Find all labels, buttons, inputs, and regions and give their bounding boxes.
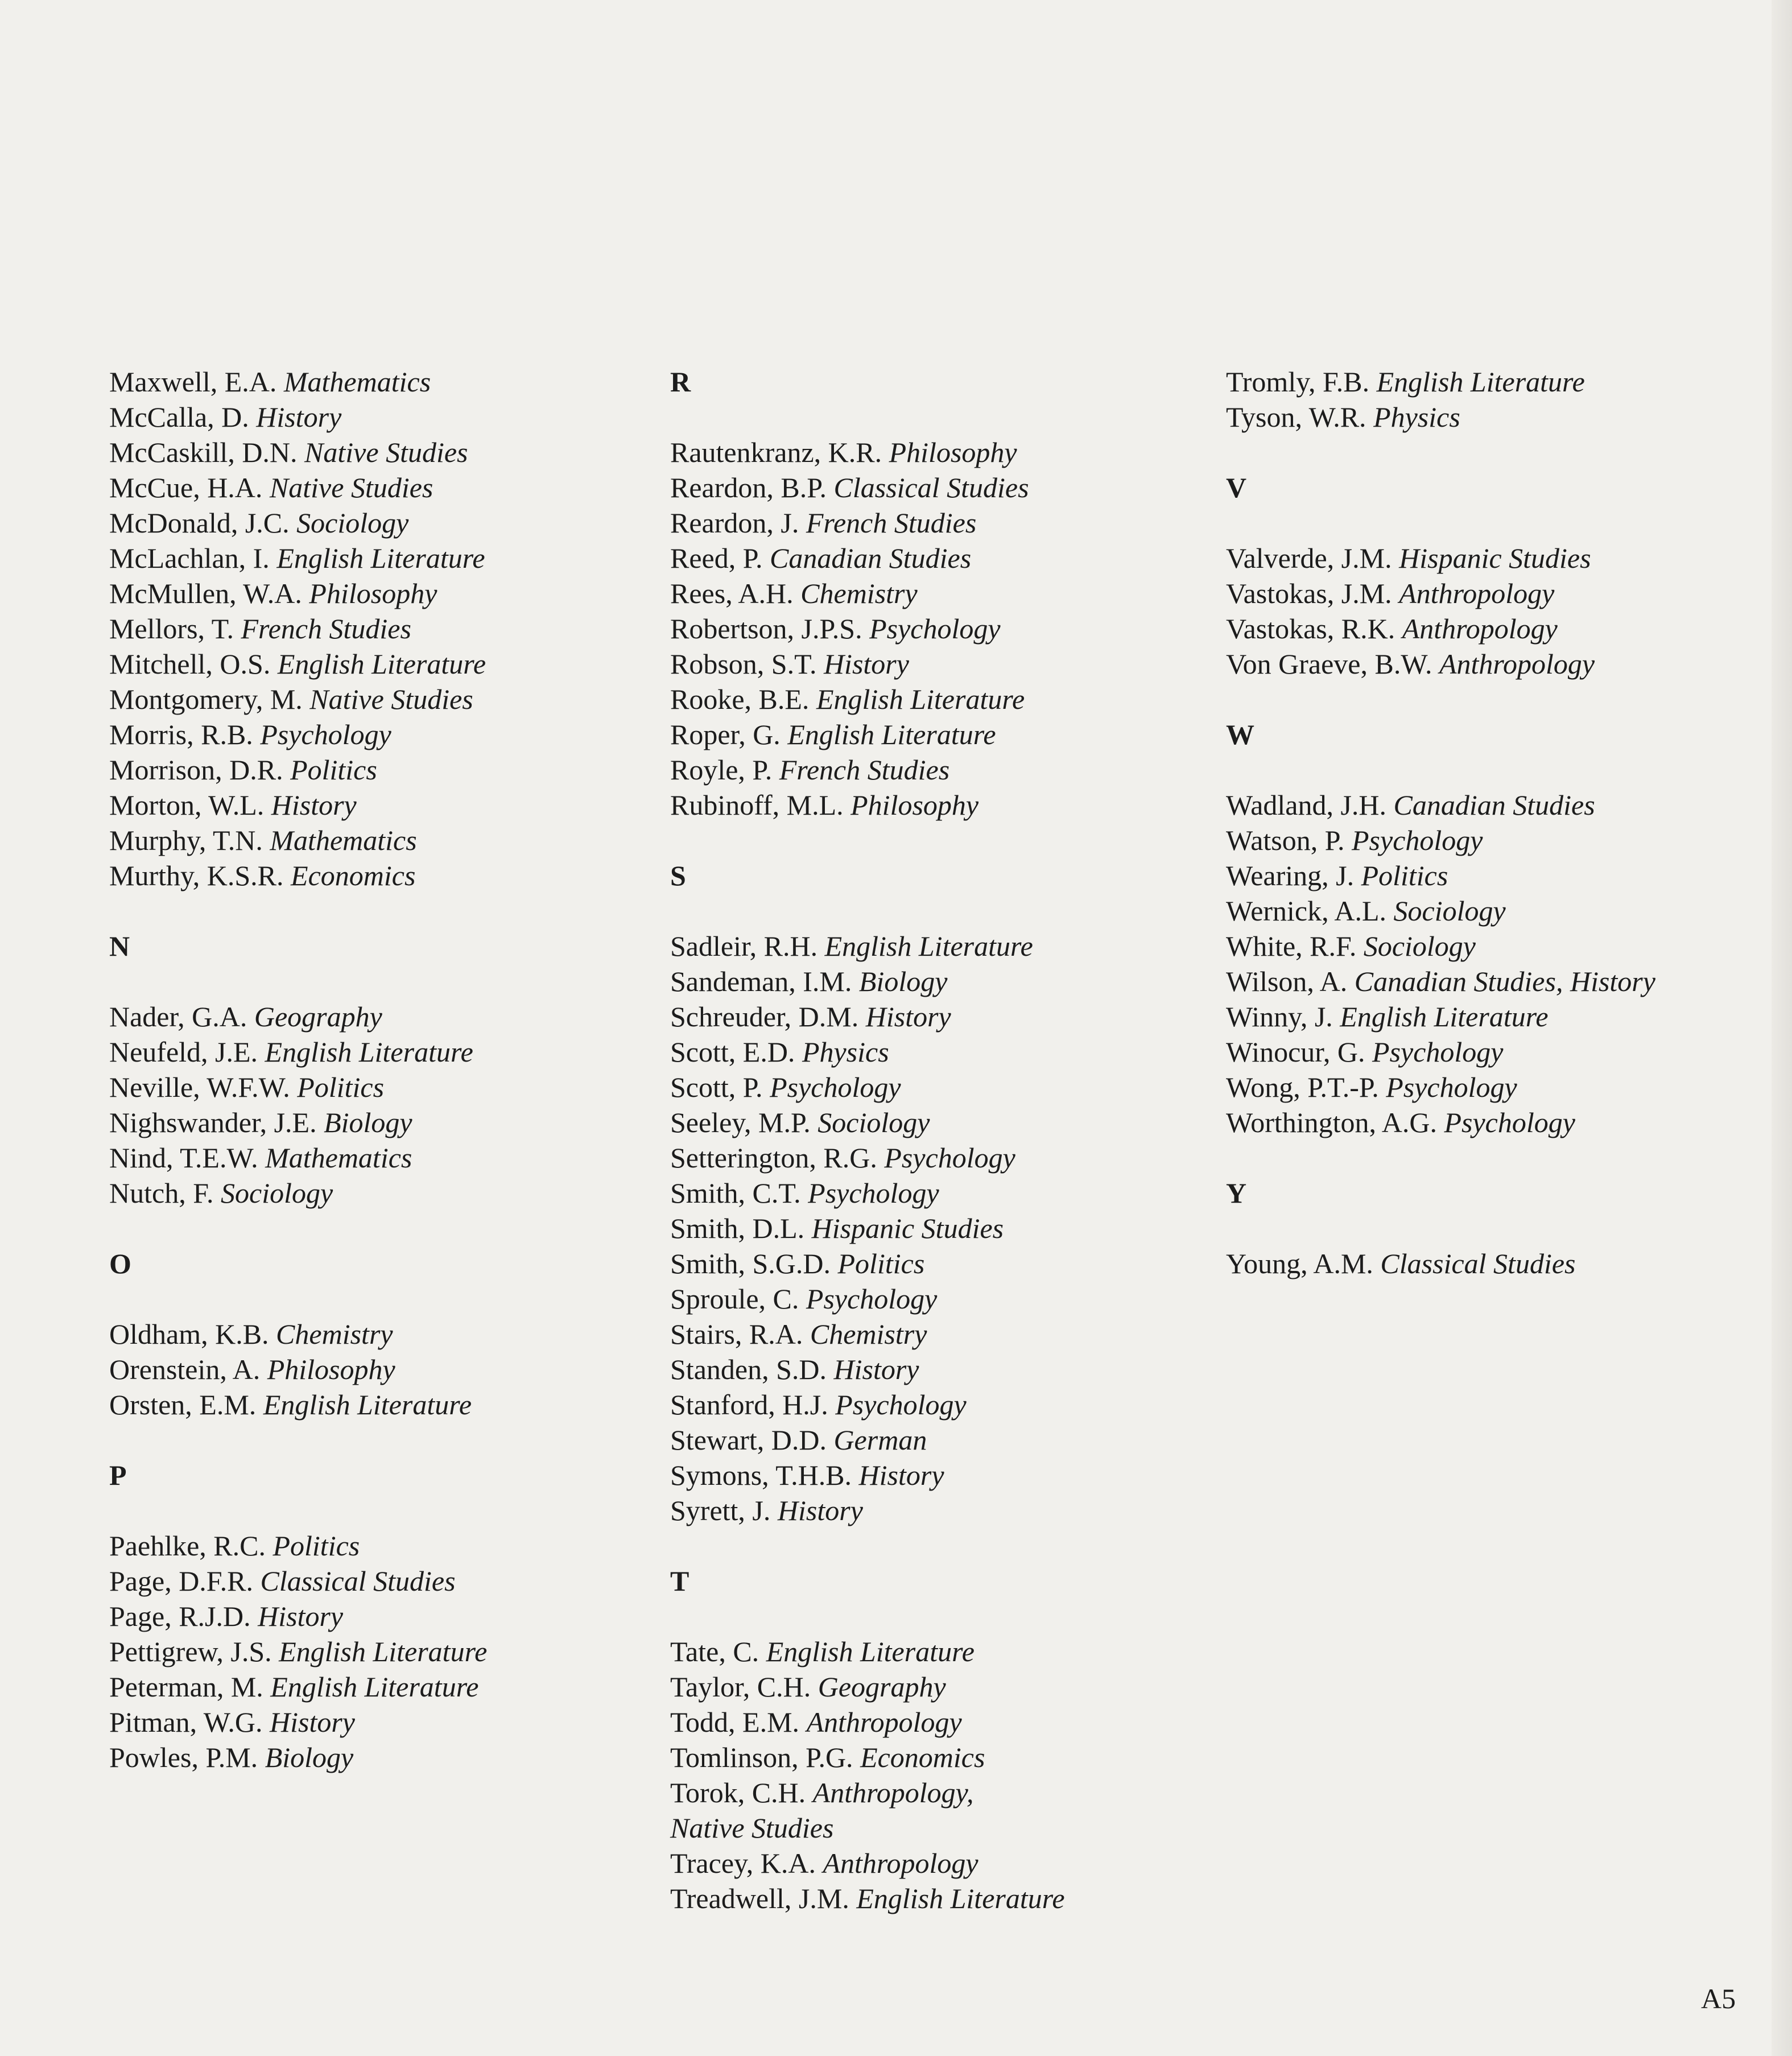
faculty-department: French Studies xyxy=(779,754,950,786)
section-letter-heading: S xyxy=(670,860,686,891)
faculty-name: Wadland, J.H. xyxy=(1226,789,1387,821)
faculty-entry xyxy=(109,1669,650,1704)
faculty-department: Physics xyxy=(1373,401,1460,433)
faculty-department: Native Studies xyxy=(309,683,473,715)
faculty-entry xyxy=(670,576,1211,611)
section-spacer xyxy=(109,1281,650,1316)
faculty-name: Worthington, A.G. xyxy=(1226,1107,1437,1138)
faculty-name: Von Graeve, B.W. xyxy=(1226,648,1432,680)
section-spacer xyxy=(670,1528,1211,1563)
faculty-name: Nutch, F. xyxy=(109,1177,214,1209)
faculty-department: Psychology xyxy=(1386,1071,1517,1103)
faculty-department: Psychology xyxy=(884,1142,1015,1174)
faculty-department: English Literature xyxy=(824,930,1033,962)
faculty-entry xyxy=(109,646,650,682)
page-number: A5 xyxy=(1701,1983,1736,2014)
faculty-name: White, R.F. xyxy=(1226,930,1357,962)
faculty-department: Physics xyxy=(802,1036,889,1068)
faculty-entry xyxy=(109,1070,650,1105)
faculty-name: Scott, P. xyxy=(670,1071,763,1103)
faculty-entry xyxy=(670,435,1211,470)
faculty-department: Anthropology xyxy=(1399,577,1555,609)
faculty-entry xyxy=(670,928,1211,964)
faculty-name: McMullen, W.A. xyxy=(109,577,302,609)
faculty-department: Philosophy xyxy=(850,789,979,821)
faculty-entry xyxy=(670,1634,1211,1669)
faculty-name: Robertson, J.P.S. xyxy=(670,613,862,645)
faculty-name: Schreuder, D.M. xyxy=(670,1001,859,1033)
faculty-department: Hispanic Studies xyxy=(1399,542,1591,574)
faculty-name: Stanford, H.J. xyxy=(670,1389,828,1421)
faculty-entry xyxy=(670,717,1211,752)
faculty-entry xyxy=(670,1034,1211,1070)
faculty-entry xyxy=(670,682,1211,717)
faculty-entry xyxy=(670,1669,1211,1704)
faculty-entry xyxy=(109,1034,650,1070)
faculty-entry xyxy=(1226,646,1766,682)
faculty-name: Stewart, D.D. xyxy=(670,1424,827,1456)
faculty-name: Mellors, T. xyxy=(109,613,234,645)
faculty-entry xyxy=(1226,576,1766,611)
faculty-name: Taylor, C.H. xyxy=(670,1671,811,1703)
faculty-name: McCalla, D. xyxy=(109,401,249,433)
faculty-department: Economics xyxy=(860,1741,985,1773)
faculty-department: Sociology xyxy=(296,507,409,539)
section-letter-heading: Y xyxy=(1226,1177,1247,1209)
section-spacer xyxy=(670,893,1211,928)
faculty-name: Syrett, J. xyxy=(670,1494,771,1526)
faculty-department: Politics xyxy=(837,1248,925,1279)
faculty-department: Psychology xyxy=(1352,824,1483,856)
faculty-entry xyxy=(109,717,650,752)
section-letter-heading: O xyxy=(109,1248,131,1279)
faculty-department: Politics xyxy=(297,1071,385,1103)
faculty-name: Paehlke, R.C. xyxy=(109,1530,266,1562)
faculty-department: History xyxy=(865,1001,951,1033)
section-spacer xyxy=(1226,1140,1766,1175)
faculty-name: Wilson, A. xyxy=(1226,965,1348,997)
section-spacer xyxy=(670,1599,1211,1634)
faculty-entry xyxy=(1226,928,1766,964)
faculty-department: English Literature xyxy=(279,1636,488,1667)
faculty-department: English Literature xyxy=(787,719,996,750)
faculty-department: Mathematics xyxy=(270,824,417,856)
faculty-department: Canadian Studies, History xyxy=(1354,965,1655,997)
faculty-department: Psychology xyxy=(869,613,1001,645)
faculty-department: History xyxy=(256,401,342,433)
faculty-entry xyxy=(670,1140,1211,1175)
faculty-name: Rubinoff, M.L. xyxy=(670,789,844,821)
faculty-entry xyxy=(670,1211,1211,1246)
faculty-name: Tomlinson, P.G. xyxy=(670,1741,853,1773)
faculty-entry xyxy=(109,399,650,435)
faculty-name: Neville, W.F.W. xyxy=(109,1071,290,1103)
faculty-entry xyxy=(109,1563,650,1599)
faculty-entry xyxy=(670,1175,1211,1211)
faculty-name: McCue, H.A. xyxy=(109,472,263,503)
faculty-entry xyxy=(670,1704,1211,1740)
faculty-department: French Studies xyxy=(241,613,411,645)
faculty-department: Biology xyxy=(858,965,948,997)
faculty-entry-continuation xyxy=(670,1810,1211,1846)
faculty-department: Geography xyxy=(254,1001,382,1033)
faculty-entry xyxy=(1226,1070,1766,1105)
faculty-name: Wong, P.T.-P. xyxy=(1226,1071,1379,1103)
faculty-entry xyxy=(670,1316,1211,1352)
faculty-department: Politics xyxy=(1361,860,1448,891)
faculty-department: English Literature xyxy=(816,683,1025,715)
faculty-name: Robson, S.T. xyxy=(670,648,817,680)
faculty-department: English Literature xyxy=(276,542,485,574)
faculty-department: German xyxy=(833,1424,927,1456)
faculty-department: Mathematics xyxy=(283,366,431,398)
faculty-entry xyxy=(670,1352,1211,1387)
faculty-entry xyxy=(670,1458,1211,1493)
section-spacer xyxy=(109,1211,650,1246)
faculty-department: Native Studies xyxy=(304,436,468,468)
faculty-entry xyxy=(670,1422,1211,1458)
faculty-name: Sproule, C. xyxy=(670,1283,799,1315)
faculty-entry xyxy=(109,364,650,399)
section-letter-heading: V xyxy=(1226,472,1247,503)
faculty-name: Torok, C.H. xyxy=(670,1777,806,1809)
faculty-entry xyxy=(1226,540,1766,576)
faculty-entry xyxy=(109,1316,650,1352)
faculty-department: Politics xyxy=(272,1530,360,1562)
faculty-entry xyxy=(109,823,650,858)
faculty-entry xyxy=(1226,364,1766,399)
section-spacer xyxy=(109,1422,650,1458)
faculty-department: Sociology xyxy=(1363,930,1476,962)
faculty-entry xyxy=(670,470,1211,505)
faculty-entry xyxy=(109,682,650,717)
faculty-entry xyxy=(670,1775,1211,1810)
faculty-name: Winocur, G. xyxy=(1226,1036,1365,1068)
faculty-department: English Literature xyxy=(1340,1001,1549,1033)
faculty-department: Psychology xyxy=(1444,1107,1575,1138)
section-letter-heading: R xyxy=(670,366,691,398)
faculty-department: Chemistry xyxy=(800,577,918,609)
section-letter-heading: T xyxy=(670,1565,689,1597)
faculty-name: Standen, S.D. xyxy=(670,1353,827,1385)
faculty-department: English Literature xyxy=(766,1636,975,1667)
faculty-department: English Literature xyxy=(270,1671,479,1703)
faculty-department: Politics xyxy=(290,754,377,786)
faculty-department: Chemistry xyxy=(810,1318,927,1350)
faculty-name: Vastokas, J.M. xyxy=(1226,577,1392,609)
faculty-name: Stairs, R.A. xyxy=(670,1318,803,1350)
faculty-name: Setterington, R.G. xyxy=(670,1142,877,1174)
faculty-name: Oldham, K.B. xyxy=(109,1318,269,1350)
faculty-entry xyxy=(109,787,650,823)
faculty-name: Nader, G.A. xyxy=(109,1001,247,1033)
faculty-entry xyxy=(1226,1246,1766,1281)
faculty-entry xyxy=(1226,1034,1766,1070)
faculty-name: Orenstein, A. xyxy=(109,1353,261,1385)
section-letter-heading: P xyxy=(109,1459,127,1491)
faculty-department: Psychology xyxy=(808,1177,939,1209)
faculty-name: Tyson, W.R. xyxy=(1226,401,1366,433)
faculty-name: Reardon, B.P. xyxy=(670,472,827,503)
faculty-department: Sociology xyxy=(221,1177,333,1209)
faculty-entry xyxy=(670,1246,1211,1281)
faculty-entry xyxy=(109,1704,650,1740)
faculty-entry xyxy=(109,611,650,646)
faculty-name: Murthy, K.S.R. xyxy=(109,860,284,891)
faculty-entry xyxy=(670,1846,1211,1881)
section-spacer xyxy=(1226,435,1766,470)
faculty-entry xyxy=(1226,787,1766,823)
faculty-entry xyxy=(670,540,1211,576)
faculty-department: Classical Studies xyxy=(260,1565,456,1597)
faculty-department: History xyxy=(833,1353,919,1385)
section-spacer xyxy=(670,823,1211,858)
faculty-department: Psychology xyxy=(1372,1036,1504,1068)
faculty-department: French Studies xyxy=(806,507,977,539)
faculty-name: Tate, C. xyxy=(670,1636,759,1667)
faculty-department: History xyxy=(258,1600,344,1632)
faculty-entry xyxy=(1226,999,1766,1034)
faculty-name: Neufeld, J.E. xyxy=(109,1036,258,1068)
faculty-name: Peterman, M. xyxy=(109,1671,263,1703)
faculty-entry xyxy=(109,540,650,576)
faculty-name: Royle, P. xyxy=(670,754,773,786)
faculty-entry xyxy=(109,576,650,611)
faculty-entry xyxy=(670,1281,1211,1316)
section-letter-heading: W xyxy=(1226,719,1254,750)
section-spacer xyxy=(1226,682,1766,717)
faculty-entry xyxy=(109,999,650,1034)
faculty-name: Sadleir, R.H. xyxy=(670,930,818,962)
faculty-name: Valverde, J.M. xyxy=(1226,542,1392,574)
faculty-entry xyxy=(670,752,1211,787)
faculty-entry xyxy=(670,1387,1211,1422)
faculty-department: Psychology xyxy=(260,719,391,750)
faculty-entry xyxy=(109,1175,650,1211)
faculty-name: Powles, P.M. xyxy=(109,1741,258,1773)
faculty-name: Murphy, T.N. xyxy=(109,824,263,856)
faculty-name: Vastokas, R.K. xyxy=(1226,613,1395,645)
section-spacer xyxy=(109,893,650,928)
page-edge-shadow xyxy=(1772,0,1792,2056)
faculty-name: McDonald, J.C. xyxy=(109,507,290,539)
faculty-entry xyxy=(1226,964,1766,999)
section-spacer xyxy=(109,964,650,999)
faculty-department: Anthropology xyxy=(1402,613,1558,645)
faculty-department: English Literature xyxy=(265,1036,473,1068)
faculty-department: Mathematics xyxy=(265,1142,412,1174)
faculty-department: Psychology xyxy=(806,1283,938,1315)
faculty-department: Psychology xyxy=(770,1071,901,1103)
faculty-name: Maxwell, E.A. xyxy=(109,366,277,398)
faculty-entry xyxy=(670,646,1211,682)
faculty-department: Canadian Studies xyxy=(1393,789,1595,821)
faculty-entry xyxy=(109,1528,650,1563)
faculty-name: Watson, P. xyxy=(1226,824,1345,856)
faculty-entry xyxy=(670,1070,1211,1105)
faculty-entry xyxy=(1226,823,1766,858)
faculty-department: Philosophy xyxy=(889,436,1017,468)
faculty-department: Sociology xyxy=(1393,895,1506,927)
section-spacer xyxy=(670,399,1211,435)
faculty-department: Geography xyxy=(817,1671,946,1703)
faculty-name: Seeley, M.P. xyxy=(670,1107,811,1138)
faculty-name: Scott, E.D. xyxy=(670,1036,795,1068)
faculty-entry xyxy=(109,1634,650,1669)
faculty-department: Anthropology xyxy=(806,1706,962,1738)
faculty-department: History xyxy=(823,648,909,680)
faculty-department: Canadian Studies xyxy=(770,542,972,574)
faculty-department: English Literature xyxy=(263,1389,472,1421)
faculty-name: Reed, P. xyxy=(670,542,763,574)
faculty-entry xyxy=(109,1599,650,1634)
faculty-name: Smith, D.L. xyxy=(670,1212,805,1244)
faculty-name: Morrison, D.R. xyxy=(109,754,283,786)
faculty-entry xyxy=(670,787,1211,823)
faculty-department: History xyxy=(269,1706,355,1738)
faculty-entry xyxy=(109,435,650,470)
faculty-name: Pettigrew, J.S. xyxy=(109,1636,272,1667)
faculty-name: McLachlan, I. xyxy=(109,542,270,574)
faculty-department: Anthropology, xyxy=(812,1777,974,1809)
faculty-entry xyxy=(670,999,1211,1034)
faculty-department: Psychology xyxy=(835,1389,967,1421)
faculty-department-continued: Native Studies xyxy=(670,1812,834,1844)
faculty-department: Anthropology xyxy=(1439,648,1595,680)
faculty-name: Tracey, K.A. xyxy=(670,1847,816,1879)
faculty-department: Sociology xyxy=(817,1107,930,1138)
faculty-department: Biology xyxy=(324,1107,412,1138)
faculty-name: Wernick, A.L. xyxy=(1226,895,1387,927)
faculty-name: Wearing, J. xyxy=(1226,860,1355,891)
faculty-name: Orsten, E.M. xyxy=(109,1389,257,1421)
section-spacer xyxy=(1226,1211,1766,1246)
faculty-name: Nind, T.E.W. xyxy=(109,1142,258,1174)
faculty-name: Todd, E.M. xyxy=(670,1706,800,1738)
faculty-name: Sandeman, I.M. xyxy=(670,965,852,997)
faculty-name: McCaskill, D.N. xyxy=(109,436,298,468)
faculty-entry xyxy=(670,1740,1211,1775)
faculty-department: Anthropology xyxy=(823,1847,978,1879)
faculty-entry xyxy=(109,1352,650,1387)
faculty-entry xyxy=(1226,858,1766,893)
faculty-name: Morris, R.B. xyxy=(109,719,253,750)
faculty-name: Roper, G. xyxy=(670,719,781,750)
faculty-department: English Literature xyxy=(1376,366,1585,398)
faculty-entry xyxy=(109,1140,650,1175)
faculty-name: Rees, A.H. xyxy=(670,577,794,609)
faculty-entry xyxy=(109,1387,650,1422)
faculty-entry xyxy=(109,752,650,787)
faculty-name: Treadwell, J.M. xyxy=(670,1882,849,1914)
faculty-department: Classical Studies xyxy=(833,472,1029,503)
faculty-entry xyxy=(109,1740,650,1775)
faculty-department: English Literature xyxy=(277,648,486,680)
section-spacer xyxy=(1226,505,1766,540)
faculty-name: Rautenkranz, K.R. xyxy=(670,436,882,468)
faculty-name: Page, D.F.R. xyxy=(109,1565,253,1597)
faculty-entry xyxy=(109,505,650,540)
faculty-department: History xyxy=(858,1459,944,1491)
faculty-name: Morton, W.L. xyxy=(109,789,265,821)
faculty-name: Young, A.M. xyxy=(1226,1248,1373,1279)
faculty-name: Smith, C.T. xyxy=(670,1177,801,1209)
faculty-entry xyxy=(670,611,1211,646)
faculty-entry xyxy=(1226,893,1766,928)
faculty-department: Native Studies xyxy=(269,472,433,503)
section-letter-heading: N xyxy=(109,930,130,962)
faculty-department: Philosophy xyxy=(267,1353,395,1385)
faculty-department: History xyxy=(271,789,357,821)
faculty-name: Montgomery, M. xyxy=(109,683,303,715)
faculty-entry xyxy=(109,1105,650,1140)
section-spacer xyxy=(109,1493,650,1528)
faculty-entry xyxy=(109,470,650,505)
faculty-entry xyxy=(670,1881,1211,1916)
faculty-name: Tromly, F.B. xyxy=(1226,366,1370,398)
faculty-name: Smith, S.G.D. xyxy=(670,1248,831,1279)
faculty-entry xyxy=(1226,399,1766,435)
faculty-entry xyxy=(670,964,1211,999)
faculty-department: History xyxy=(777,1494,863,1526)
faculty-department: English Literature xyxy=(856,1882,1065,1914)
faculty-entry xyxy=(1226,1105,1766,1140)
index-column-2 xyxy=(670,364,1211,1916)
faculty-name: Pitman, W.G. xyxy=(109,1706,263,1738)
faculty-entry xyxy=(109,858,650,893)
faculty-department: Classical Studies xyxy=(1380,1248,1576,1279)
faculty-name: Mitchell, O.S. xyxy=(109,648,271,680)
faculty-name: Winny, J. xyxy=(1226,1001,1333,1033)
faculty-department: Chemistry xyxy=(276,1318,393,1350)
faculty-department: Biology xyxy=(265,1741,354,1773)
faculty-department: Philosophy xyxy=(309,577,437,609)
faculty-name: Nighswander, J.E. xyxy=(109,1107,317,1138)
faculty-name: Symons, T.H.B. xyxy=(670,1459,852,1491)
faculty-name: Page, R.J.D. xyxy=(109,1600,251,1632)
index-column-1 xyxy=(109,364,650,1775)
faculty-entry xyxy=(1226,611,1766,646)
faculty-name: Rooke, B.E. xyxy=(670,683,810,715)
section-spacer xyxy=(1226,752,1766,787)
faculty-department: Hispanic Studies xyxy=(811,1212,1004,1244)
faculty-name: Reardon, J. xyxy=(670,507,799,539)
index-column-3 xyxy=(1226,364,1766,1281)
faculty-entry xyxy=(670,1493,1211,1528)
faculty-entry xyxy=(670,505,1211,540)
faculty-department: Economics xyxy=(291,860,416,891)
faculty-entry xyxy=(670,1105,1211,1140)
